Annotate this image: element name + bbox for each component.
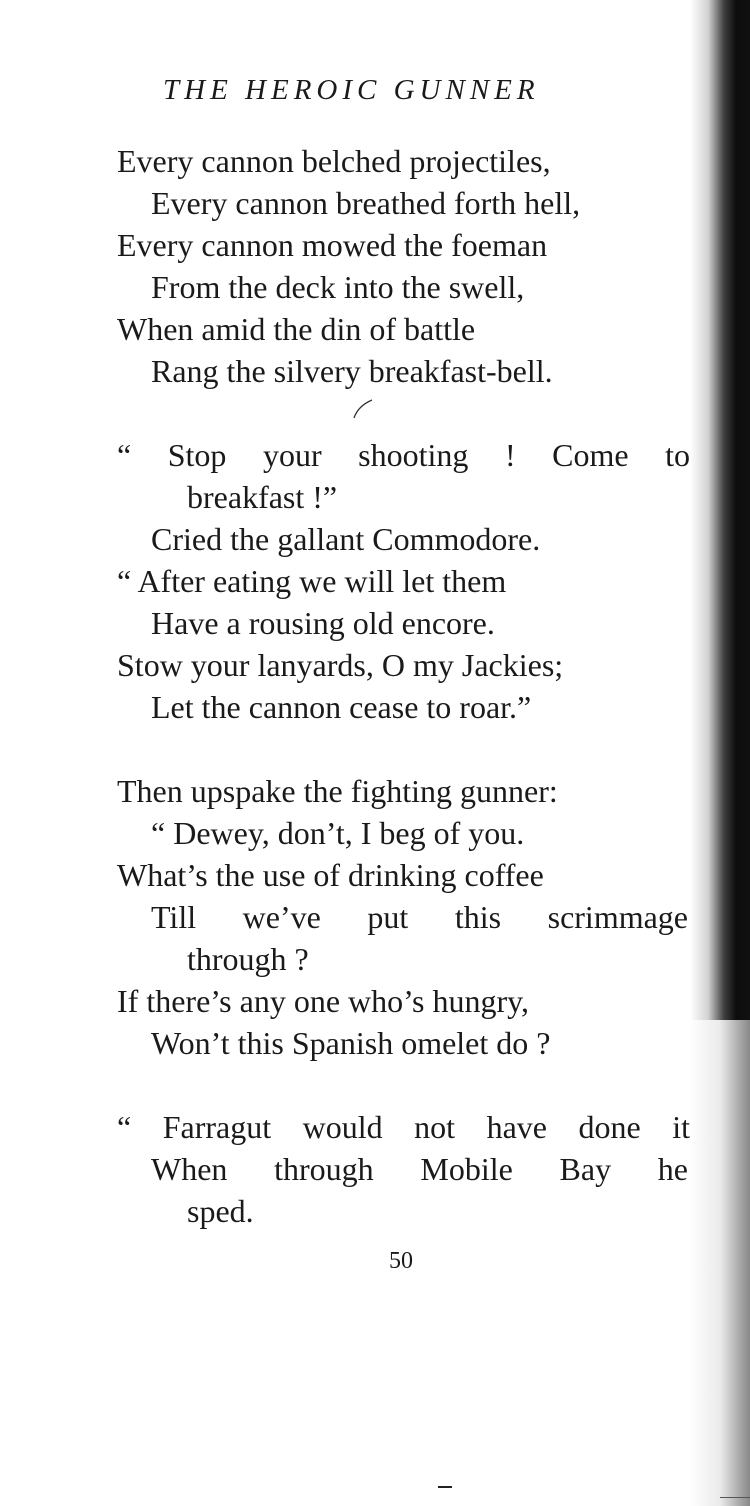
poem-line: Won’t this Spanish omelet do ? (151, 1025, 551, 1061)
poem-line-continuation: breakfast !” (187, 479, 338, 515)
poem-line-continuation: sped. (187, 1193, 254, 1229)
poem-line: Stow your lanyards, O my Jackies; (117, 647, 564, 683)
poem-line: Have a rousing old encore. (151, 605, 495, 641)
stanza-2 (0, 434, 700, 728)
stanza-4 (0, 1106, 700, 1232)
poem-line: Then upspake the fighting gunner: (117, 773, 558, 809)
poem-line: When amid the din of battle (117, 311, 476, 347)
poem-line-continuation: through ? (187, 941, 309, 977)
poem-line: Every cannon breathed forth hell, (151, 185, 581, 221)
scan-mark (438, 1486, 452, 1488)
poem-line: If there’s any one who’s hungry, (117, 983, 530, 1019)
stanza-3 (0, 770, 700, 1064)
poem (0, 140, 700, 1232)
scan-edge-line (720, 1497, 750, 1498)
poem-line: What’s the use of drinking coffee (117, 857, 544, 893)
poem-line: “ Dewey, don’t, I beg of you. (151, 815, 525, 851)
poem-line: Till we’ve put this scrimmage (151, 899, 688, 935)
pencil-mark (352, 398, 374, 420)
poem-line: “ Farragut would not have done it (117, 1109, 690, 1145)
poem-line: From the deck into the swell, (151, 269, 525, 305)
running-head: THE HEROIC GUNNER (163, 74, 540, 106)
page-number: 50 (389, 1248, 413, 1274)
poem-line: Rang the silvery breakfast-bell. (151, 353, 553, 389)
poem-line: When through Mobile Bay he (151, 1151, 688, 1187)
poem-line: “ After eating we will let them (117, 563, 507, 599)
poem-line: Cried the gallant Commodore. (151, 521, 541, 557)
poem-line: Every cannon mowed the foeman (117, 227, 548, 263)
stanza-1 (0, 140, 700, 392)
poem-line: Every cannon belched projectiles, (117, 143, 551, 179)
poem-line: Let the cannon cease to roar.” (151, 689, 532, 725)
poem-line: “ Stop your shooting ! Come to (117, 437, 690, 473)
